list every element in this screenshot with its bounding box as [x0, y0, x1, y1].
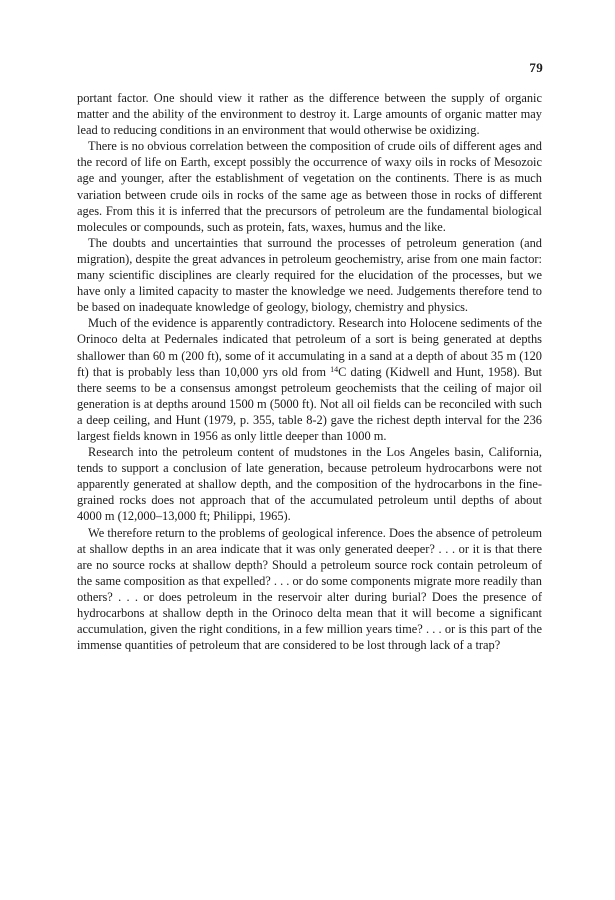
paragraph-text: We therefore return to the problems of geological inference. Does the absence of petroleum at shallow depths in an area indicate that it was only generated deeper? . . . or it is that there are no source rocks at shallow depth? Should a petroleum source rock contain petroleum of the same composition as that expelled? . . . or do some components migrate more readily than others? . . . or does petroleum in the reservoir alter during burial? Does the presence of hydrocarbons at shallow depth in the Orinoco delta mean that it will become a significant accumulation, given the right conditions, in a few million years time? . . . or is this part of the immense quantities of petroleum that are considered to be lost through lack of a trap? — [77, 525, 542, 653]
paragraph — [77, 90, 542, 138]
paragraph — [77, 525, 542, 654]
paragraph — [77, 235, 542, 315]
paragraph — [77, 444, 542, 524]
paragraph-text: portant factor. One should view it rather as the difference between the supply of organic matter and the ability of the environment to destroy it. Large amounts of organic matter may lead to reducing conditions in an environment that would otherwise be oxidizing. — [77, 91, 542, 138]
paragraph-text: There is no obvious correlation between the composition of crude oils of different ages and the record of life on Earth, except possibly the occurrence of waxy oils in rocks of Mesozoic age and younger, after the establishment of vegetation on the continents. There is as much variation between crude oils in rocks of the same age as between those in rocks of different ages. From this it is inferred that the precursors of petroleum are the fundamental biological molecules or compounds, such as protein, fats, waxes, humus and the like. — [77, 139, 542, 234]
paragraph — [77, 138, 542, 235]
paragraph — [77, 315, 542, 444]
paragraph-text: Research into the petroleum content of mudstones in the Los Angeles basin, California, tends to support a conclusion of late generation, because petroleum hydrocarbons were not apparently generated at shallow depth, and the composition of the hydrocarbons in the fine-grained rocks does not approach that of the accumulated petroleum until depths of about 4000 m (12,000–13,000 ft; Philippi, 1965). — [77, 445, 542, 524]
isotope-superscript: 14 — [330, 364, 339, 374]
page-number: 79 — [529, 60, 543, 75]
paragraph-text: C dating (Kidwell and Hunt, 1958). But there seems to be a consensus amongst petroleum geochemists that the ceiling of major oil generation is at depths around 1500 m (5000 ft). Not all oil fields can be reconciled with such a deep ceiling, and Hunt (1979, p. 355, table 8-2) gave the richest depth interval for the 236 largest fields known in 1956 as only little deeper than 1000 m. — [77, 364, 542, 443]
body-text — [77, 90, 542, 653]
paragraph-text: Much of the evidence is apparently contradictory. Research into Holocene sediments of the Orinoco delta at Pedernales indicated that petroleum of a sort is being generated at depths shallower than 60 m (200 ft), some of it accumulating in a sand at a depth of about 35 m (120 ft) that is probably less than 10,000 yrs old from — [77, 316, 542, 379]
paragraph-text: The doubts and uncertainties that surround the processes of petroleum generation (and migration), despite the great advances in petroleum geochemistry, arise from one main factor: many scientific disciplines are clearly required for the elucidation of the processes, but we have only a limited capacity to master the knowledge we need. Judgements therefore tend to be based on inadequate knowledge of geology, biology, chemistry and physics. — [77, 235, 542, 315]
